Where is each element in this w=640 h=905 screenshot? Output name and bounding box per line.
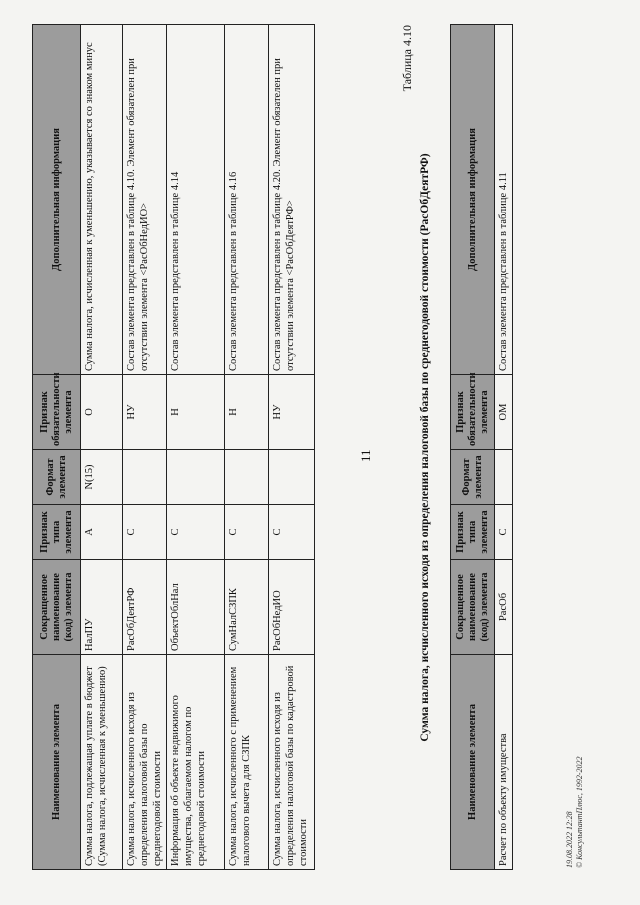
- cell-format: [225, 450, 269, 505]
- header-cell: Сокращенное наименование (код) элемента: [33, 560, 81, 655]
- cell-name: Информация об объекте недвижимого имущества, облагаемом налогом по среднегодовой стоимости: [167, 655, 225, 870]
- header-cell: Дополнительная информация: [33, 25, 81, 375]
- cell-info: Состав элемента представлен в таблице 4.14: [167, 25, 225, 375]
- cell-name: Сумма налога, исчисленного исходя из определения налоговой базы по среднегодовой стоимости: [123, 655, 167, 870]
- cell-required: НУ: [269, 375, 315, 450]
- cell-required: Н: [167, 375, 225, 450]
- table-caption: Сумма налога, исчисленного исходя из определения налоговой базы по среднегодовой стоимости (РасОбДеятРФ): [419, 153, 431, 742]
- cell-name: Расчет по объекту имущества: [495, 655, 513, 870]
- table-header-row: [451, 25, 495, 870]
- cell-name: Сумма налога, подлежащая уплате в бюджет (Сумма налога, исчисленная к уменьшению): [81, 655, 123, 870]
- cell-required: О: [81, 375, 123, 450]
- cell-code: РасОбНедИО: [269, 560, 315, 655]
- header-cell: Сокращенное наименование (код) элемента: [451, 560, 495, 655]
- cell-format: [269, 450, 315, 505]
- table-row: [167, 25, 225, 870]
- cell-required: ОМ: [495, 375, 513, 450]
- cell-code: РасОб: [495, 560, 513, 655]
- cell-format: [123, 450, 167, 505]
- header-cell: Признак типа элемента: [33, 505, 81, 560]
- cell-info: Состав элемента представлен в таблице 4.10. Элемент обязателен при отсутствии элемента <РасОбНедИО>: [123, 25, 167, 375]
- table-header-row: [33, 25, 81, 870]
- cell-required: Н: [225, 375, 269, 450]
- cell-code: ОбъектОблНал: [167, 560, 225, 655]
- cell-name: Сумма налога, исчисленного с применением налогового вычета для СЗПК: [225, 655, 269, 870]
- table-row: [495, 25, 513, 870]
- header-cell: Наименование элемента: [451, 655, 495, 870]
- cell-info: Состав элемента представлен в таблице 4.16: [225, 25, 269, 375]
- cell-type: С: [495, 505, 513, 560]
- table-label: Таблица 4.10: [400, 25, 414, 92]
- header-cell: Дополнительная информация: [451, 25, 495, 375]
- cell-format: [167, 450, 225, 505]
- cell-format: N(15): [81, 450, 123, 505]
- footnote-copyright: © КонсультантПлюс, 1992-2022: [575, 756, 584, 868]
- print-footnote: [565, 756, 585, 868]
- cell-info: Состав элемента представлен в таблице 4.20. Элемент обязателен при отсутствии элемента <РасОбДеятРФ>: [269, 25, 315, 375]
- cell-info: Состав элемента представлен в таблице 4.11: [495, 25, 513, 375]
- page-number: 11: [358, 449, 373, 462]
- cell-code: РасОбДеятРФ: [123, 560, 167, 655]
- elements-table: [32, 24, 315, 870]
- header-cell: Признак типа элемента: [451, 505, 495, 560]
- cell-code: СумНалСЗПК: [225, 560, 269, 655]
- table-row: [269, 25, 315, 870]
- footnote-date: 19.08.2022 12:28: [565, 811, 574, 868]
- cell-type: С: [167, 505, 225, 560]
- header-cell: Наименование элемента: [33, 655, 81, 870]
- cell-type: С: [269, 505, 315, 560]
- cell-name: Сумма налога, исчисленного исходя из определения налоговой базы по кадастровой стоимости: [269, 655, 315, 870]
- cell-info: Сумма налога, исчисленная к уменьшению, указывается со знаком минус: [81, 25, 123, 375]
- cell-code: НалПУ: [81, 560, 123, 655]
- cell-type: С: [225, 505, 269, 560]
- header-cell: Признак обязательности элемента: [451, 375, 495, 450]
- table-row: [123, 25, 167, 870]
- cell-type: С: [123, 505, 167, 560]
- cell-required: НУ: [123, 375, 167, 450]
- cell-type: А: [81, 505, 123, 560]
- table-row: [81, 25, 123, 870]
- cell-format: [495, 450, 513, 505]
- header-cell: Формат элемента: [451, 450, 495, 505]
- header-cell: Формат элемента: [33, 450, 81, 505]
- rotated-page-content: [20, 15, 620, 880]
- header-cell: Признак обязательности элемента: [33, 375, 81, 450]
- table-row: [225, 25, 269, 870]
- elements-table-2: [450, 24, 513, 870]
